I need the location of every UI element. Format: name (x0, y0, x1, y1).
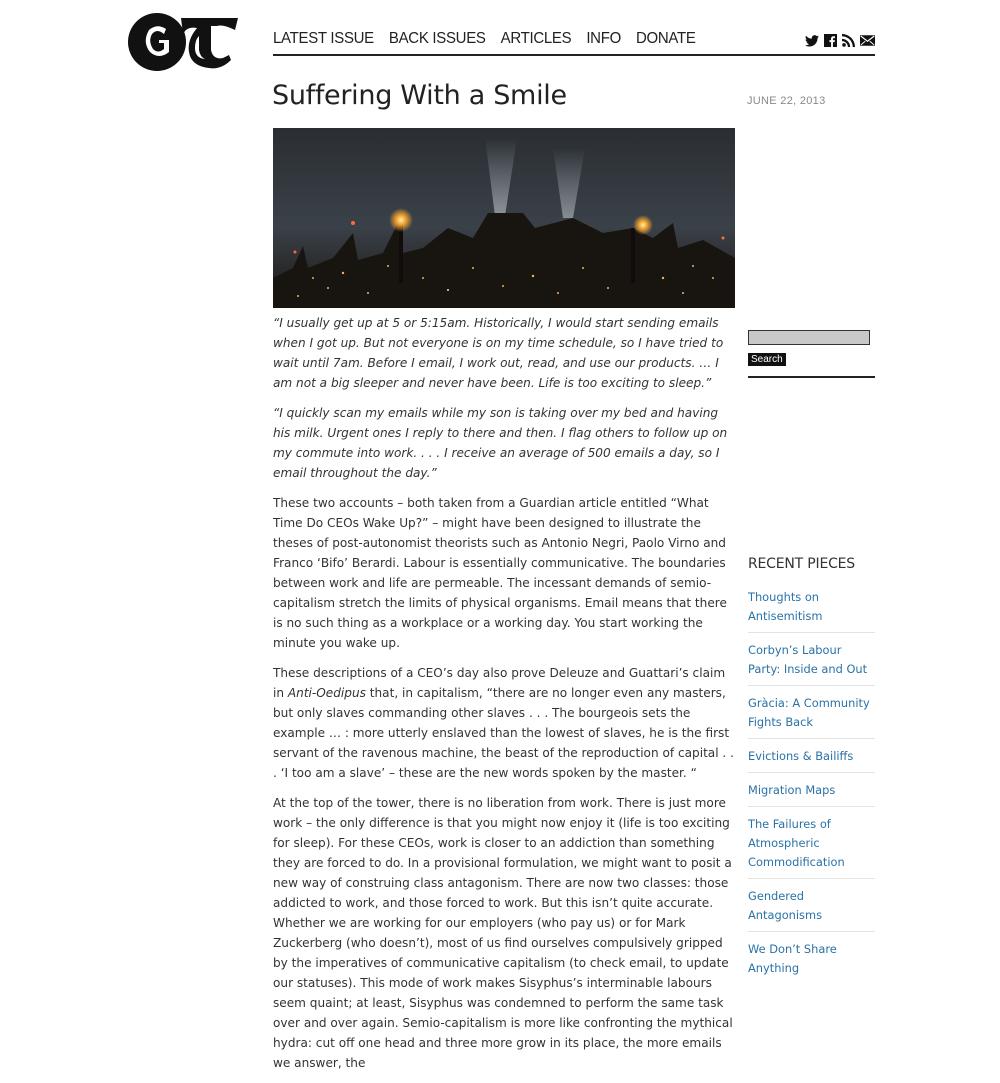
list-item (748, 588, 875, 633)
social-links (805, 34, 875, 47)
search-divider (748, 376, 875, 378)
recent-link-migration-maps[interactable]: Migration Maps (748, 783, 836, 797)
article-paragraph-2 (273, 663, 735, 783)
recent-link-we-dont-share[interactable]: We Don’t Share Anything (748, 942, 837, 975)
recent-pieces-heading: RECENT PIECES (748, 556, 855, 572)
nav-latest-issue[interactable]: LATEST ISSUE (273, 29, 374, 48)
nav-info[interactable]: INFO (586, 29, 621, 48)
recent-link-evictions-bailiffs[interactable]: Evictions & Bailiffs (748, 749, 854, 763)
article-title: Suffering With a Smile (272, 80, 567, 111)
list-item (748, 781, 875, 807)
book-title-anti-oedipus: Anti-Oedipus (287, 686, 366, 700)
nav-articles[interactable]: ARTICLES (500, 29, 572, 48)
rss-icon[interactable] (842, 34, 855, 47)
list-item (748, 887, 875, 932)
article-paragraph-3: At the top of the tower, there is no liberation from work. There is just more work – the only difference is that you might now enjoy it (life is too exciting for sleep). For these CEOs, work is closer to an addiction than something they are forced to do. In a provisional formulation, we might want to posit a new way of construing class antagonism. There are now two classes: those addicted to work, and those forced to work. But this isn’t quite accurate. Whether we are working for our employers (who pay us) or for Mark Zuckerberg (who doesn’t), most of us find ourselves compulsively gripped by the imperatives of communicative capitalism (to check email, to update our statuses). This mode of work makes Sisyphus’s interminable labours seem quaint; at least, Sisyphus was condemned to perform the same task over and over again. Semio-capitalism is more like confronting the mythical hydra: cut off one head and three more grow in its place, the more emails we answer, the (273, 796, 733, 1070)
recent-link-corbyns-labour-party[interactable]: Corbyn’s Labour Party: Inside and Out (748, 643, 868, 676)
list-item (748, 747, 875, 773)
list-item (748, 940, 875, 984)
recent-link-failures-atmospheric[interactable]: The Failures of Atmospheric Commodification (748, 817, 845, 869)
facebook-icon[interactable] (824, 34, 837, 47)
article-hero-image (273, 128, 735, 308)
article-body (273, 313, 735, 1083)
recent-pieces-list (748, 588, 875, 992)
article-quote-2: “I quickly scan my emails while my son is taking over my bed and having his milk. Urgent ones I reply to there and then. I flag others to follow up on my commute into work. . . . I receive an average of 500 emails a day, so I email throughout the day.” (273, 406, 728, 480)
main-nav (273, 30, 696, 47)
article-quote-1: “I usually get up at 5 or 5:15am. Historically, I would start sending emails when I got up. But not everyone is on my time schedule, so I have tried to wait until 7am. Before I email, I work out, read, and use our products. … I am not a big sleeper and never have been. Life is too exciting to sleep.” (273, 316, 724, 390)
article-paragraph-2-text-b: that, in capitalism, “there are no longer even any masters, but only slaves commanding other slaves . . . The bourgeois sets the example … : more utterly enslaved than the lowest of slaves, he is the first servant of the ravenous machine, the beast of the reproduction of capital . . . ‘I too am a slave’ – these are the new words spoken by the master. “ (273, 686, 734, 780)
twitter-icon[interactable] (805, 35, 819, 47)
search-input[interactable] (748, 330, 870, 345)
list-item (748, 641, 875, 686)
recent-link-gracia[interactable]: Gràcia: A Community Fights Back (748, 696, 870, 729)
site-logo[interactable] (125, 10, 240, 72)
article-paragraph-1: These two accounts – both taken from a Guardian article entitled “What Time Do CEOs Wake Up?” – might have been designed to illustrate the theses of post-autonomist theorists such as Antonio Negri, Paolo Virno and Franco ‘Bifo’ Berardi. Labour is essentially communicative. The boundaries between work and life are permeable. The incessant demands of semio-capitalism stretch the limits of physical organisms. Email means that there is no such thing as a workplace or a working day. You start working the minute you wake up. (273, 496, 727, 650)
article-paragraph-2-text-a: These descriptions of a CEO’s day also prove Deleuze and Guattari’s claim in (273, 666, 726, 700)
recent-link-thoughts-on-antisemitism[interactable]: Thoughts on Antisemitism (748, 590, 823, 623)
list-item (748, 815, 875, 879)
article-date: JUNE 22, 2013 (747, 95, 826, 107)
nav-donate[interactable]: DONATE (635, 29, 696, 48)
list-item (748, 694, 875, 739)
search-button[interactable]: Search (748, 353, 786, 366)
email-icon[interactable] (860, 35, 875, 46)
nav-back-issues[interactable]: BACK ISSUES (388, 29, 486, 48)
nav-divider (273, 54, 875, 56)
recent-link-gendered-antagonisms[interactable]: Gendered Antagonisms (748, 889, 823, 922)
